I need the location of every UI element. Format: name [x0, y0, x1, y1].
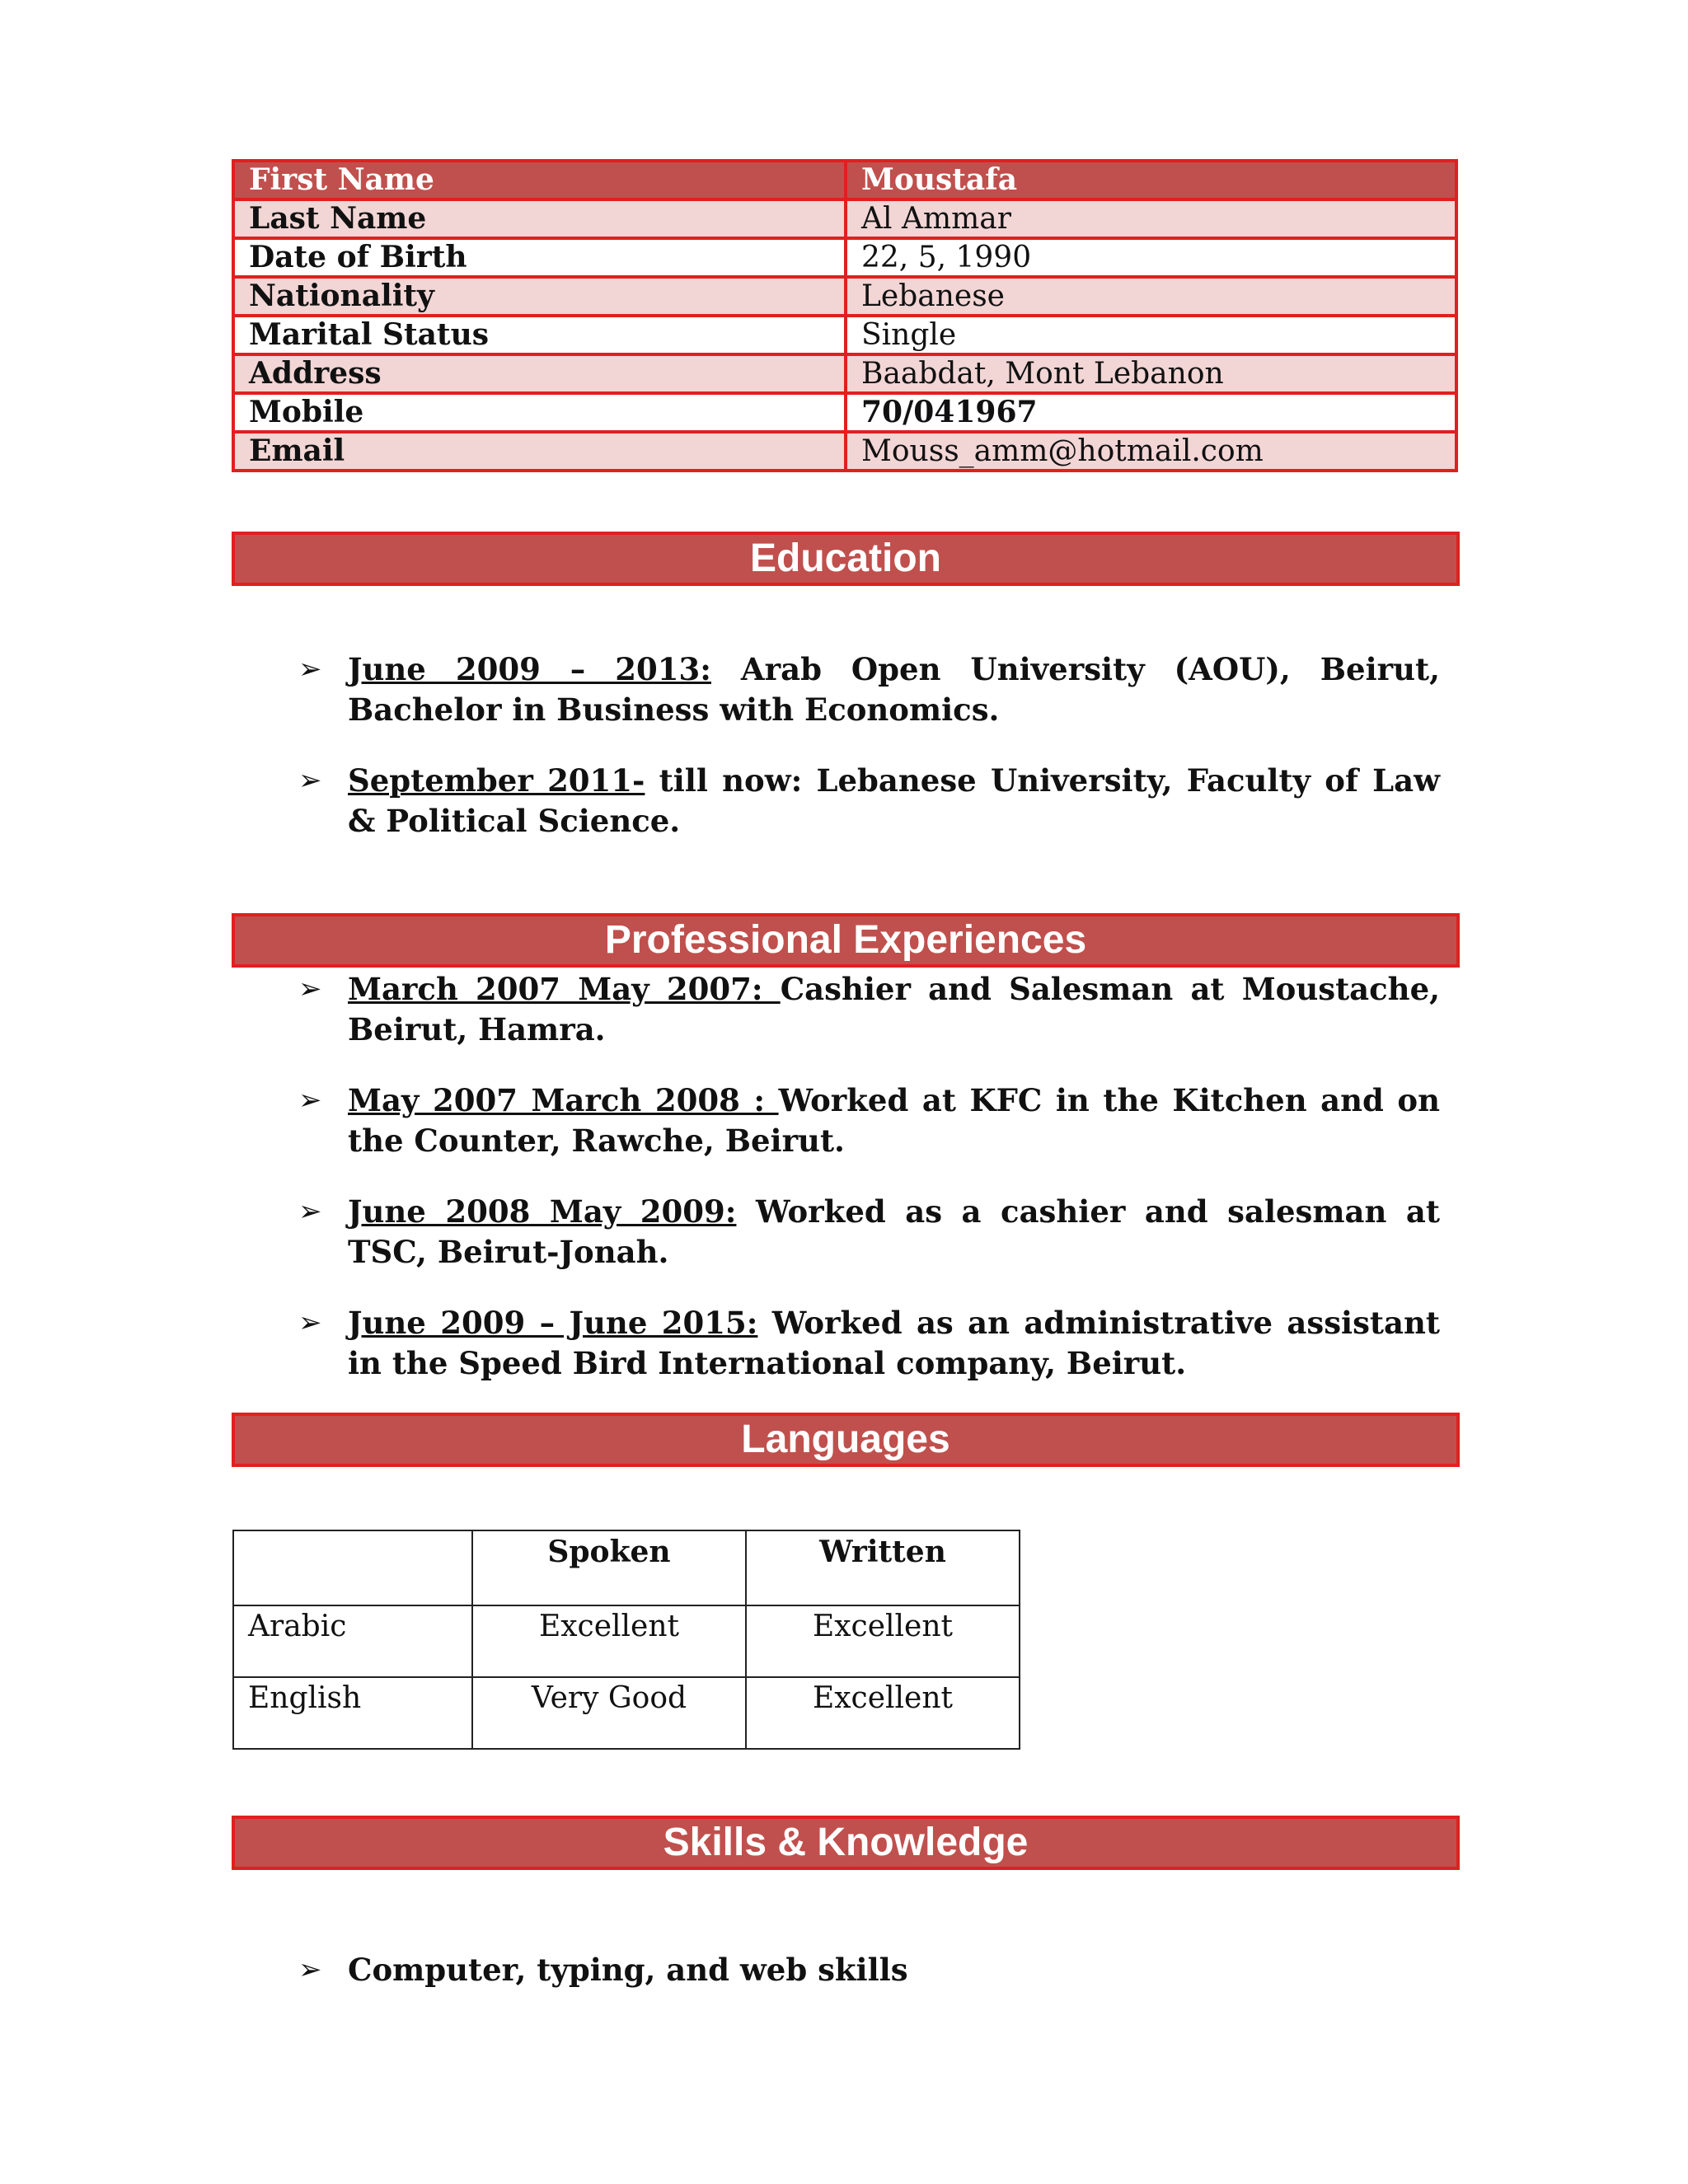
- info-value: 22, 5, 1990: [846, 238, 1456, 277]
- info-value: Baabdat, Mont Lebanon: [846, 354, 1456, 393]
- languages-row: [233, 1605, 1020, 1677]
- bullet-arrow-icon: ➢: [298, 1195, 322, 1228]
- section-heading-skills: Skills & Knowledge: [232, 1816, 1460, 1870]
- experience-date: June 2008 May 2009:: [348, 1193, 737, 1230]
- languages-table: [232, 1530, 1020, 1750]
- info-value: Lebanese: [846, 277, 1456, 316]
- languages-header-row: [233, 1530, 1020, 1605]
- info-label: Nationality: [233, 277, 846, 316]
- section-heading-experience: Professional Experiences: [232, 913, 1460, 968]
- language-written-level: Excellent: [746, 1605, 1020, 1677]
- experience-item: [298, 969, 1440, 1050]
- education-text: till now: Lebanese University, Faculty of Law & Political Science.: [348, 762, 1440, 839]
- language-written-level: Excellent: [746, 1677, 1020, 1749]
- bullet-arrow-icon: ➢: [298, 1306, 322, 1339]
- skill-item: [298, 1950, 1440, 1990]
- personal-info-table: [232, 159, 1458, 472]
- bullet-arrow-icon: ➢: [298, 1084, 322, 1117]
- info-label: Marital Status: [233, 316, 846, 354]
- info-row-email: [233, 432, 1456, 471]
- info-label: First Name: [233, 161, 846, 199]
- info-value: Single: [846, 316, 1456, 354]
- info-value: Al Ammar: [846, 199, 1456, 238]
- languages-header-spoken: Spoken: [472, 1530, 746, 1605]
- info-value: Mouss_amm@hotmail.com: [846, 432, 1456, 471]
- language-name: Arabic: [233, 1605, 472, 1677]
- experience-text: Worked as an administrative assistant in the Speed Bird International company, Beirut.: [348, 1305, 1440, 1381]
- info-row-nationality: [233, 277, 1456, 316]
- language-name: English: [233, 1677, 472, 1749]
- bullet-arrow-icon: ➢: [298, 764, 322, 797]
- experience-text: Worked at KFC in the Kitchen and on the Counter, Rawche, Beirut.: [348, 1082, 1440, 1159]
- education-text: Arab Open University (AOU), Beirut, Bachelor in Business with Economics.: [348, 651, 1440, 728]
- education-item: [298, 649, 1440, 730]
- experience-item: [298, 1303, 1440, 1384]
- education-date: June 2009 – 2013:: [348, 651, 711, 687]
- language-spoken-level: Excellent: [472, 1605, 746, 1677]
- languages-header-cell: [233, 1530, 472, 1605]
- info-row-marital-status: [233, 316, 1456, 354]
- experience-text: Worked as a cashier and salesman at TSC, Beirut-Jonah.: [348, 1193, 1440, 1270]
- info-label: Last Name: [233, 199, 846, 238]
- languages-header-written: Written: [746, 1530, 1020, 1605]
- experience-date: March 2007 May 2007:: [348, 971, 781, 1007]
- info-value: 70/041967: [846, 393, 1456, 432]
- info-label: Address: [233, 354, 846, 393]
- experience-item: [298, 1192, 1440, 1272]
- languages-row: [233, 1677, 1020, 1749]
- education-item: [298, 761, 1440, 841]
- experience-item: [298, 1080, 1440, 1161]
- info-row-address: [233, 354, 1456, 393]
- language-spoken-level: Very Good: [472, 1677, 746, 1749]
- skill-text: Computer, typing, and web skills: [348, 1952, 908, 1988]
- info-value: Moustafa: [846, 161, 1456, 199]
- info-label: Date of Birth: [233, 238, 846, 277]
- experience-date: June 2009 – June 2015:: [348, 1305, 758, 1341]
- bullet-arrow-icon: ➢: [298, 653, 322, 686]
- experience-text: Cashier and Salesman at Moustache, Beirut, Hamra.: [348, 971, 1440, 1047]
- info-label: Email: [233, 432, 846, 471]
- info-label: Mobile: [233, 393, 846, 432]
- info-row-last-name: [233, 199, 1456, 238]
- bullet-arrow-icon: ➢: [298, 972, 322, 1005]
- info-row-mobile: [233, 393, 1456, 432]
- section-heading-languages: Languages: [232, 1413, 1460, 1467]
- section-heading-education: Education: [232, 532, 1460, 586]
- info-row-first-name: [233, 161, 1456, 199]
- bullet-arrow-icon: ➢: [298, 1953, 322, 1986]
- education-date: September 2011-: [348, 762, 645, 799]
- experience-date: May 2007 March 2008 :: [348, 1082, 779, 1118]
- info-row-date-of-birth: [233, 238, 1456, 277]
